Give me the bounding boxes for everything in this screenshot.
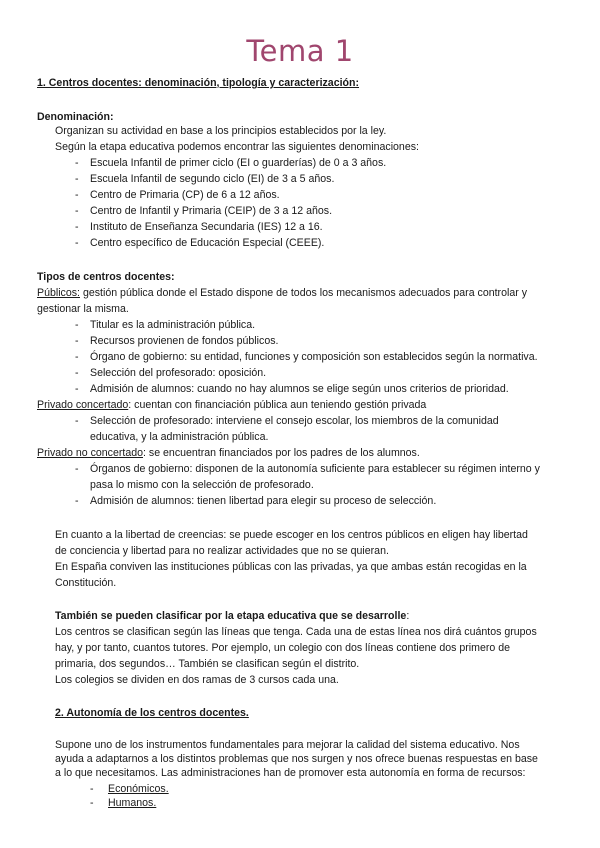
denominacion-item: Instituto de Enseñanza Secundaria (IES) 12 a 16.: [90, 221, 323, 233]
denominacion-item: Centro de Infantil y Primaria (CEIP) de 3 a 12 años.: [90, 205, 333, 217]
bullet-dash: -: [75, 463, 79, 475]
libertad-line4: Constitución.: [55, 577, 117, 589]
denominacion-item: Escuela Infantil de primer ciclo (EI o guarderías) de 0 a 3 años.: [90, 157, 387, 169]
denominacion-item: Escuela Infantil de segundo ciclo (EI) de 3 a 5 años.: [90, 173, 335, 185]
no-concertado-item1-line2: pasa lo mismo con la selección de profesorado.: [90, 479, 314, 491]
publicos-paragraph-line1: [37, 286, 563, 300]
publicos-text: gestión pública donde el Estado dispone de todos los mecanismos adecuados para controlar y: [80, 287, 527, 299]
section2-line1: Supone uno de los instrumentos fundamentales para mejorar la calidad del sistema educativo. Nos: [55, 739, 520, 751]
no-concertado-item2: Admisión de alumnos: tienen libertad para elegir su proceso de selección.: [90, 495, 437, 507]
tipos-heading: Tipos de centros docentes:: [37, 271, 175, 283]
no-concertado-text: : se encuentran financiados por los padres de los alumnos.: [143, 447, 420, 459]
bullet-dash: -: [75, 157, 79, 169]
bullet-dash: -: [75, 415, 79, 427]
libertad-line2: de conciencia y libertad para no realizar actividades que no se quieran.: [55, 545, 389, 557]
bullet-dash: -: [90, 783, 94, 795]
denominacion-item: Centro específico de Educación Especial (CEEE).: [90, 237, 325, 249]
bullet-dash: -: [75, 383, 79, 395]
etapa-line2: hay, y por tanto, cuantos tutores. Por ejemplo, un colegio con dos líneas contiene dos primero de: [55, 642, 511, 654]
publicos-label: Públicos:: [37, 287, 80, 299]
bullet-dash: -: [75, 495, 79, 507]
concertado-paragraph: [37, 398, 426, 412]
publicos-item: Recursos provienen de fondos públicos.: [90, 335, 279, 347]
publicos-paragraph-line2: gestionar la misma.: [37, 303, 129, 315]
bullet-dash: -: [90, 797, 94, 809]
page-title: Tema 1: [246, 34, 354, 68]
bullet-dash: -: [75, 205, 79, 217]
section1-heading: 1. Centros docentes: denominación, tipología y caracterización:: [37, 77, 360, 89]
bullet-dash: -: [75, 237, 79, 249]
etapa-line3: primaria, dos segundos… También se clasifican según el distrito.: [55, 658, 360, 670]
no-concertado-label: Privado no concertado: [37, 447, 144, 459]
bullet-dash: -: [75, 189, 79, 201]
etapa-heading-colon: :: [406, 610, 410, 622]
denominacion-heading: Denominación:: [37, 111, 114, 123]
bullet-dash: -: [75, 335, 79, 347]
denominacion-line1: Organizan su actividad en base a los principios establecidos por la ley.: [55, 125, 387, 137]
no-concertado-item1-line1: Órganos de gobierno: disponen de la autonomía suficiente para establecer su régimen interno y: [90, 463, 540, 475]
bullet-dash: -: [75, 351, 79, 363]
publicos-item: Órgano de gobierno: su entidad, funciones y composición son establecidos según la normativa.: [90, 351, 538, 363]
bullet-dash: -: [75, 173, 79, 185]
concertado-label: Privado concertado: [37, 399, 129, 411]
denominacion-line2: Según la etapa educativa podemos encontrar las siguientes denominaciones:: [55, 141, 419, 153]
etapa-heading-line: [55, 609, 409, 623]
section2-item: Humanos.: [108, 797, 157, 809]
etapa-line4: Los colegios se dividen en dos ramas de 3 cursos cada una.: [55, 674, 339, 686]
bullet-dash: -: [75, 221, 79, 233]
publicos-item: Titular es la administración pública.: [90, 319, 256, 331]
publicos-item: Selección del profesorado: oposición.: [90, 367, 267, 379]
publicos-item: Admisión de alumnos: cuando no hay alumnos se elige según unos criterios de prioridad.: [90, 383, 509, 395]
concertado-item-line2: educativa, y la administración pública.: [90, 431, 269, 443]
etapa-heading: También se pueden clasificar por la etapa educativa que se desarrolle: [55, 610, 407, 622]
no-concertado-paragraph: [37, 446, 420, 460]
libertad-line3: En España conviven las instituciones públicas con las privadas, ya que ambas están recogidas en la: [55, 561, 527, 573]
denominacion-item: Centro de Primaria (CP) de 6 a 12 años.: [90, 189, 280, 201]
etapa-line1: Los centros se clasifican según las líneas que tenga. Cada una de estas línea nos dirá cuántos grupos: [55, 626, 537, 638]
concertado-text: : cuentan con financiación pública aun teniendo gestión privada: [128, 399, 427, 411]
bullet-dash: -: [75, 319, 79, 331]
section2-line2: ayuda a adaptarnos a los distintos problemas que nos surgen y nos ofrece buenas respuestas en base: [55, 753, 538, 765]
bullet-dash: -: [75, 367, 79, 379]
libertad-line1: En cuanto a la libertad de creencias: se puede escoger en los centros públicos en eligen hay libertad: [55, 529, 528, 541]
section2-item: Económicos.: [108, 783, 169, 795]
section2-line3: a lo que necesitamos. Las administraciones han de promover esta autonomía en forma de recursos:: [55, 767, 526, 779]
concertado-item-line1: Selección de profesorado: interviene el consejo escolar, los miembros de la comunidad: [90, 415, 499, 427]
section2-heading: 2. Autonomía de los centros docentes.: [55, 707, 249, 719]
